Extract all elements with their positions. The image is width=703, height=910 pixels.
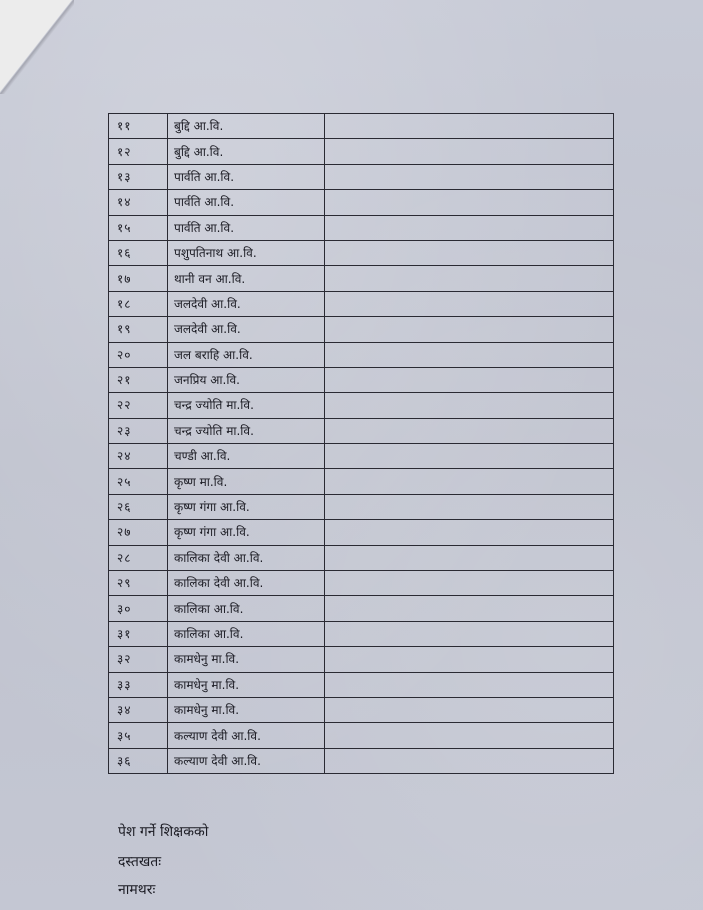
row-number: २७ bbox=[109, 520, 168, 545]
empty-cell bbox=[325, 545, 614, 570]
row-number: १२ bbox=[109, 139, 168, 164]
row-number: १७ bbox=[109, 266, 168, 291]
table-row bbox=[109, 444, 614, 469]
empty-cell bbox=[325, 240, 614, 265]
empty-cell bbox=[325, 317, 614, 342]
row-number: १९ bbox=[109, 317, 168, 342]
table-row bbox=[109, 240, 614, 265]
empty-cell bbox=[325, 393, 614, 418]
row-number: २४ bbox=[109, 444, 168, 469]
table-row bbox=[109, 545, 614, 570]
row-number: ३० bbox=[109, 596, 168, 621]
table-row bbox=[109, 114, 614, 139]
empty-cell bbox=[325, 266, 614, 291]
empty-cell bbox=[325, 215, 614, 240]
school-name: कृष्ण गंगा आ.वि. bbox=[168, 494, 325, 519]
empty-cell bbox=[325, 723, 614, 748]
empty-cell bbox=[325, 444, 614, 469]
presenter-label: पेश गर्ने शिक्षकको bbox=[118, 824, 209, 840]
school-name: पार्वति आ.वि. bbox=[168, 215, 325, 240]
empty-cell bbox=[325, 571, 614, 596]
table-row bbox=[109, 596, 614, 621]
table-row bbox=[109, 469, 614, 494]
table-row bbox=[109, 190, 614, 215]
school-name: कालिका देवी आ.वि. bbox=[168, 545, 325, 570]
table-row bbox=[109, 418, 614, 443]
row-number: ३६ bbox=[109, 748, 168, 773]
table-row bbox=[109, 317, 614, 342]
row-number: ३५ bbox=[109, 723, 168, 748]
table-row bbox=[109, 571, 614, 596]
empty-cell bbox=[325, 190, 614, 215]
empty-cell bbox=[325, 291, 614, 316]
school-name: कालिका आ.वि. bbox=[168, 621, 325, 646]
empty-cell bbox=[325, 469, 614, 494]
school-name: जल बराहि आ.वि. bbox=[168, 342, 325, 367]
row-number: ११ bbox=[109, 114, 168, 139]
empty-cell bbox=[325, 647, 614, 672]
table-row bbox=[109, 164, 614, 189]
table-row bbox=[109, 672, 614, 697]
table-row bbox=[109, 139, 614, 164]
school-name: पार्वति आ.वि. bbox=[168, 190, 325, 215]
row-number: २२ bbox=[109, 393, 168, 418]
table-row bbox=[109, 266, 614, 291]
empty-cell bbox=[325, 697, 614, 722]
school-name: पशुपतिनाथ आ.वि. bbox=[168, 240, 325, 265]
table-row bbox=[109, 621, 614, 646]
school-name: कामधेनु मा.वि. bbox=[168, 672, 325, 697]
school-name: चन्द्र ज्योति मा.वि. bbox=[168, 418, 325, 443]
empty-cell bbox=[325, 164, 614, 189]
empty-cell bbox=[325, 748, 614, 773]
empty-cell bbox=[325, 418, 614, 443]
row-number: २३ bbox=[109, 418, 168, 443]
row-number: ३४ bbox=[109, 697, 168, 722]
school-name: कृष्ण गंगा आ.वि. bbox=[168, 520, 325, 545]
school-name: जलदेवी आ.वि. bbox=[168, 291, 325, 316]
empty-cell bbox=[325, 672, 614, 697]
empty-cell bbox=[325, 139, 614, 164]
empty-cell bbox=[325, 114, 614, 139]
school-name: कल्याण देवी आ.वि. bbox=[168, 723, 325, 748]
school-name: चन्द्र ज्योति मा.वि. bbox=[168, 393, 325, 418]
row-number: ३२ bbox=[109, 647, 168, 672]
row-number: २६ bbox=[109, 494, 168, 519]
school-name: कालिका आ.वि. bbox=[168, 596, 325, 621]
empty-cell bbox=[325, 494, 614, 519]
table-row bbox=[109, 291, 614, 316]
row-number: २० bbox=[109, 342, 168, 367]
school-name: पार्वति आ.वि. bbox=[168, 164, 325, 189]
table-row bbox=[109, 647, 614, 672]
school-name: थानी वन आ.वि. bbox=[168, 266, 325, 291]
school-register-table bbox=[108, 113, 614, 774]
table-row bbox=[109, 520, 614, 545]
row-number: २८ bbox=[109, 545, 168, 570]
row-number: १४ bbox=[109, 190, 168, 215]
table-row bbox=[109, 697, 614, 722]
school-name: कल्याण देवी आ.वि. bbox=[168, 748, 325, 773]
row-number: ३१ bbox=[109, 621, 168, 646]
table-row bbox=[109, 342, 614, 367]
table-row bbox=[109, 393, 614, 418]
register-table-body bbox=[109, 114, 614, 774]
empty-cell bbox=[325, 621, 614, 646]
school-name: बुद्दि आ.वि. bbox=[168, 114, 325, 139]
empty-cell bbox=[325, 520, 614, 545]
school-name: बुद्दि आ.वि. bbox=[168, 139, 325, 164]
school-name: कामधेनु मा.वि. bbox=[168, 647, 325, 672]
school-name: कृष्ण मा.वि. bbox=[168, 469, 325, 494]
row-number: १३ bbox=[109, 164, 168, 189]
table-row bbox=[109, 367, 614, 392]
school-name: जनप्रिय आ.वि. bbox=[168, 367, 325, 392]
row-number: २५ bbox=[109, 469, 168, 494]
row-number: ३३ bbox=[109, 672, 168, 697]
row-number: १५ bbox=[109, 215, 168, 240]
table-row bbox=[109, 748, 614, 773]
school-name: चण्डी आ.वि. bbox=[168, 444, 325, 469]
signature-label: दस्तखतः bbox=[118, 854, 162, 870]
school-name: कामधेनु मा.वि. bbox=[168, 697, 325, 722]
empty-cell bbox=[325, 596, 614, 621]
folded-corner-shadow bbox=[0, 0, 74, 94]
row-number: २१ bbox=[109, 367, 168, 392]
school-name: जलदेवी आ.वि. bbox=[168, 317, 325, 342]
table-row bbox=[109, 494, 614, 519]
table-row bbox=[109, 723, 614, 748]
name-label: नामथरः bbox=[118, 882, 156, 898]
table-row bbox=[109, 215, 614, 240]
empty-cell bbox=[325, 367, 614, 392]
row-number: १६ bbox=[109, 240, 168, 265]
school-name: कालिका देवी आ.वि. bbox=[168, 571, 325, 596]
row-number: २९ bbox=[109, 571, 168, 596]
row-number: १८ bbox=[109, 291, 168, 316]
empty-cell bbox=[325, 342, 614, 367]
